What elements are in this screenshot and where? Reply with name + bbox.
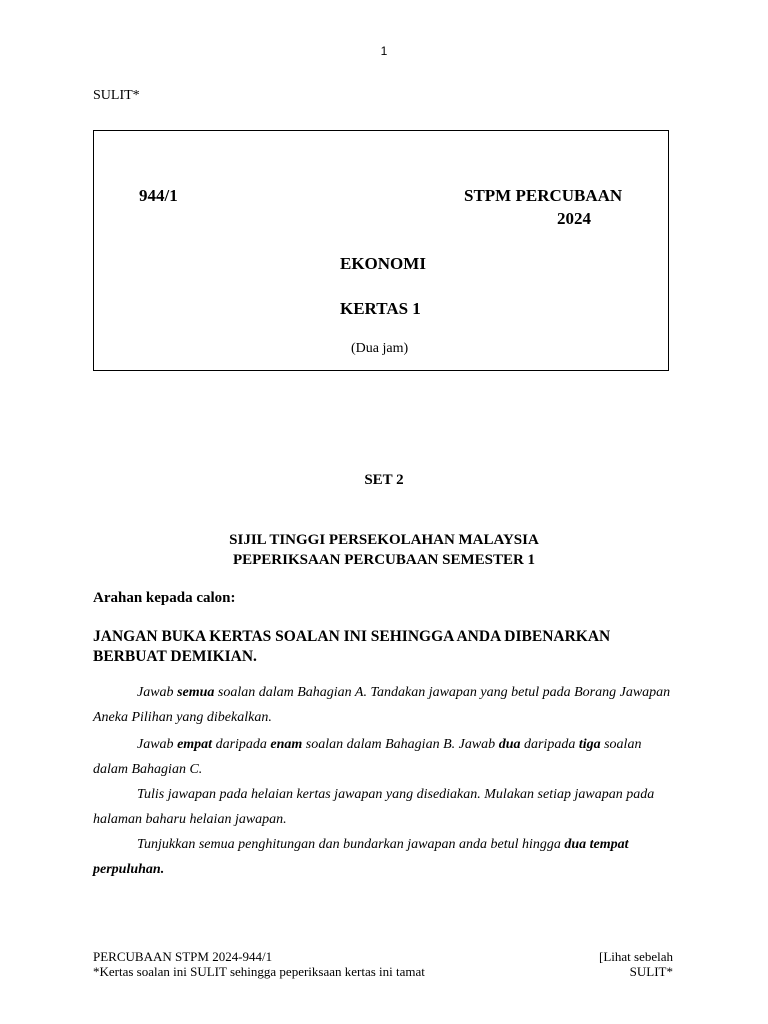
certificate-heading (0, 530, 768, 570)
instructions-heading: Arahan kepada calon: (93, 590, 236, 606)
duration-text: (Dua jam) (351, 341, 409, 356)
exam-year: 2024 (557, 209, 591, 228)
page-number: 1 (380, 44, 388, 58)
footer-confidential-note: *Kertas soalan ini SULIT sehingga peperiksaan kertas ini tamat (93, 964, 425, 979)
certificate-line-2: PEPERIKSAAN PERCUBAAN SEMESTER 1 (232, 552, 536, 568)
instruction-paragraph-3: Tulis jawapan pada helaian kertas jawapan yang disediakan. Mulakan setiap jawapan pada halaman baharu helaian jawapan. (93, 787, 655, 827)
subject-title: EKONOMI (340, 254, 426, 273)
footer-right (520, 949, 673, 979)
certificate-line-1: SIJIL TINGGI PERSEKOLAHAN MALAYSIA (229, 532, 539, 548)
exam-title: STPM PERCUBAAN (464, 186, 623, 205)
set-label: SET 2 (364, 472, 404, 488)
instructions-warning: JANGAN BUKA KERTAS SOALAN INI SEHINGGA ANDA DIBENARKAN BERBUAT DEMIKIAN. (93, 628, 611, 665)
footer-see-next: [Lihat sebelah (599, 949, 673, 964)
cover-box (93, 130, 669, 371)
footer-left (93, 949, 425, 979)
paper-title: KERTAS 1 (340, 299, 421, 318)
instruction-paragraph-1: Jawab semua soalan dalam Bahagian A. Tandakan jawapan yang betul pada Borang Jawapan Aneka Pilihan yang dibekalkan. (93, 685, 671, 725)
footer-paper-ref: PERCUBAAN STPM 2024-944/1 (93, 949, 273, 964)
classification-label: SULIT* (93, 88, 140, 103)
instruction-paragraph-4: Tunjukkan semua penghitungan dan bundarkan jawapan anda betul hingga dua tempat perpuluhan. (93, 837, 629, 877)
paper-code: 944/1 (139, 186, 178, 205)
instruction-paragraph-2: Jawab empat daripada enam soalan dalam Bahagian B. Jawab dua daripada tiga soalan dalam Bahagian C. (93, 737, 642, 777)
footer-classification: SULIT* (629, 964, 673, 979)
